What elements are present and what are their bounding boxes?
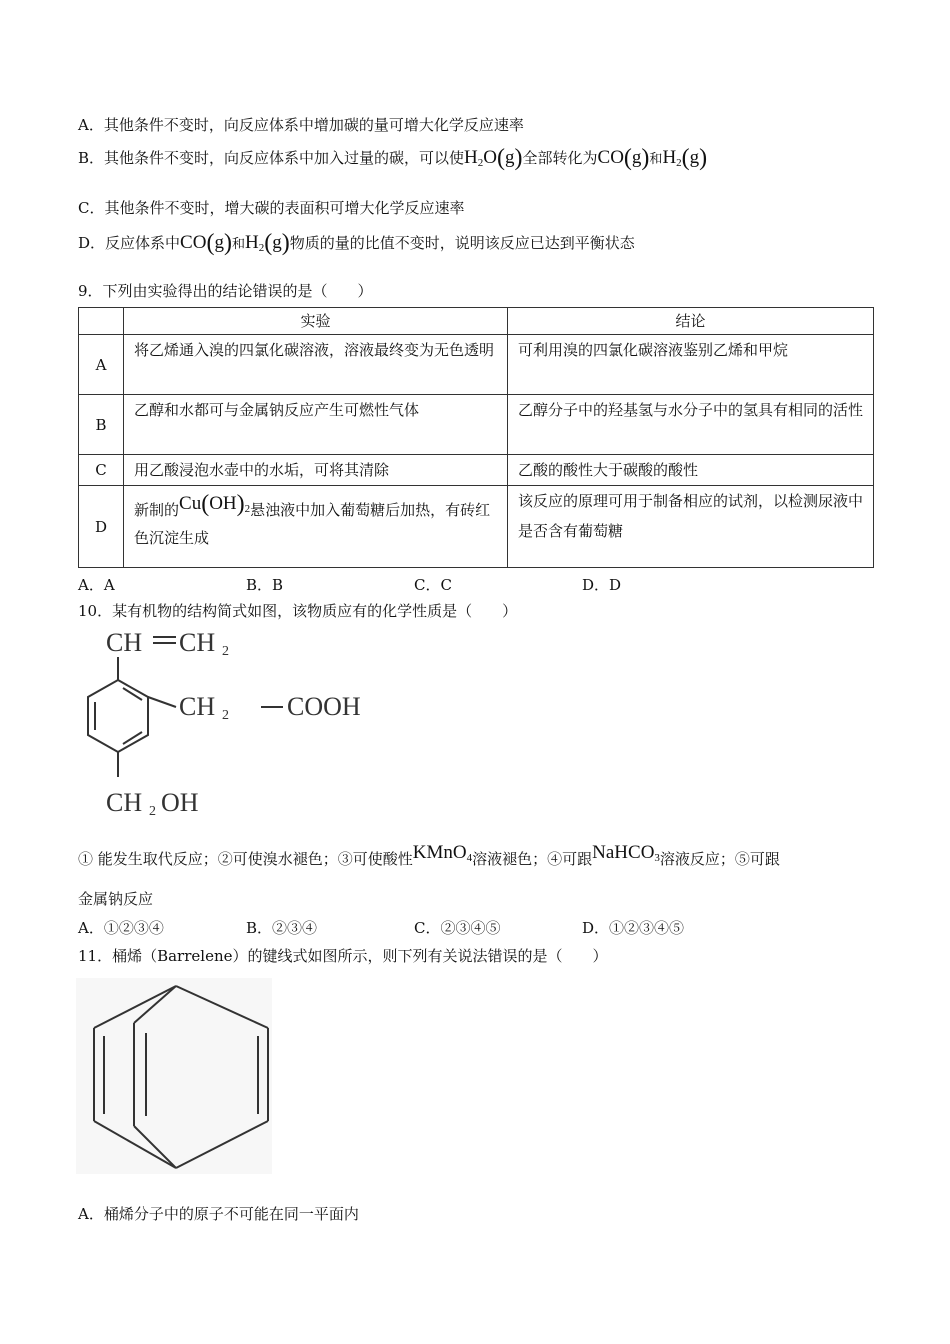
row-conclusion: 乙酸的酸性大于碳酸的酸性 [508, 455, 874, 486]
q10-option-b: B．②③④ [246, 919, 318, 937]
q8-option-c: C．其他条件不变时，增大碳的表面积可增大化学反应速率 [78, 199, 465, 217]
table-header-row [79, 308, 874, 335]
q8-option-b: B．其他条件不变时，向反应体系中加入过量的碳，可以使$H_2O(g)$全部转化为CO(g)和$H_2(g)$ [78, 145, 708, 171]
q9-stem: 9．下列由实验得出的结论错误的是（ ） [78, 282, 373, 300]
row-label: A [79, 335, 124, 395]
q10-properties-cont: 金属钠反应 [78, 890, 154, 908]
row-label: C [79, 455, 124, 486]
q9-option-a: A．A [78, 576, 115, 594]
side-ch2: CH [179, 692, 216, 721]
formula-kmno4: KMnO$_4$ [412, 842, 473, 864]
row-conclusion: 可利用溴的四氯化碳溶液鉴别乙烯和甲烷 [508, 335, 874, 395]
bottom-oh: OH [161, 788, 199, 817]
table-row [79, 335, 874, 395]
q9-table [78, 307, 874, 568]
q9-option-d: D．D [582, 576, 622, 594]
formula-h2: $H_2(g)$ [244, 230, 290, 256]
row-conclusion: 该反应的原理可用于制备相应的试剂，以检测尿液中是否含有葡萄糖 [508, 486, 874, 568]
q11-option-a: A．桶烯分子中的原子不可能在同一平面内 [78, 1205, 359, 1223]
formula-co: CO(g) [597, 145, 650, 171]
vinyl-ch2: CH [179, 628, 216, 657]
formula-nahco3: NaHCO$_3$ [592, 842, 660, 864]
row-experiment: 乙醇和水都可与金属钠反应产生可燃性气体 [124, 395, 508, 455]
formula-cuoh2: $Cu(OH)_2$ [179, 491, 251, 517]
table-header-conclusion: 结论 [508, 308, 874, 335]
row-experiment: 新制的$Cu(OH)_2$悬浊液中加入葡萄糖后加热，有砖红色沉淀生成 [124, 486, 508, 568]
table-header-blank [79, 308, 124, 335]
q10-option-d: D．①②③④⑤ [582, 919, 685, 937]
table-row [79, 395, 874, 455]
table-row [79, 486, 874, 568]
row-experiment: 用乙酸浸泡水壶中的水垢，可将其清除 [124, 455, 508, 486]
row-label: D [79, 486, 124, 568]
formula-h2: $H_2(g)$ [662, 145, 708, 171]
q10-structure-diagram [76, 625, 376, 825]
q8-option-a: A．其他条件不变时，向反应体系中增加碳的量可增大化学反应速率 [78, 116, 524, 134]
q10-option-c: C．②③④⑤ [414, 919, 501, 937]
q9-options [78, 574, 750, 595]
q10-option-a: A．①②③④ [78, 919, 164, 937]
table-header-experiment: 实验 [124, 308, 508, 335]
q10-properties: ① 能发生取代反应；②可使溴水褪色；③可使酸性KMnO$_4$溶液褪色；④可跟NaHCO$_3$溶液反应；⑤可跟 [78, 842, 780, 868]
row-conclusion: 乙醇分子中的羟基氢与水分子中的氢具有相同的活性 [508, 395, 874, 455]
q9-option-b: B．B [246, 576, 284, 594]
q11-stem: 11．桶烯（Barrelene）的键线式如图所示，则下列有关说法错误的是（ ） [78, 947, 608, 965]
svg-text:2: 2 [222, 708, 229, 723]
side-cooh: COOH [287, 692, 361, 721]
q10-options [78, 917, 750, 938]
q11-barrelene-diagram [76, 978, 272, 1174]
svg-text:2: 2 [149, 804, 156, 819]
q10-stem: 10．某有机物的结构简式如图，该物质应有的化学性质是（ ） [78, 602, 518, 620]
table-row [79, 455, 874, 486]
row-label: B [79, 395, 124, 455]
formula-co: CO(g) [180, 230, 232, 256]
q9-option-c: C．C [414, 576, 452, 594]
vinyl-ch: CH [106, 628, 143, 657]
row-experiment: 将乙烯通入溴的四氯化碳溶液，溶液最终变为无色透明 [124, 335, 508, 395]
q8-option-d: D．反应体系中CO(g)和$H_2(g)$物质的量的比值不变时，说明该反应已达到平衡状态 [78, 230, 635, 256]
formula-h2o: $H_2O(g)$ [464, 145, 523, 171]
svg-text:2: 2 [222, 644, 229, 659]
bottom-ch2: CH [106, 788, 143, 817]
